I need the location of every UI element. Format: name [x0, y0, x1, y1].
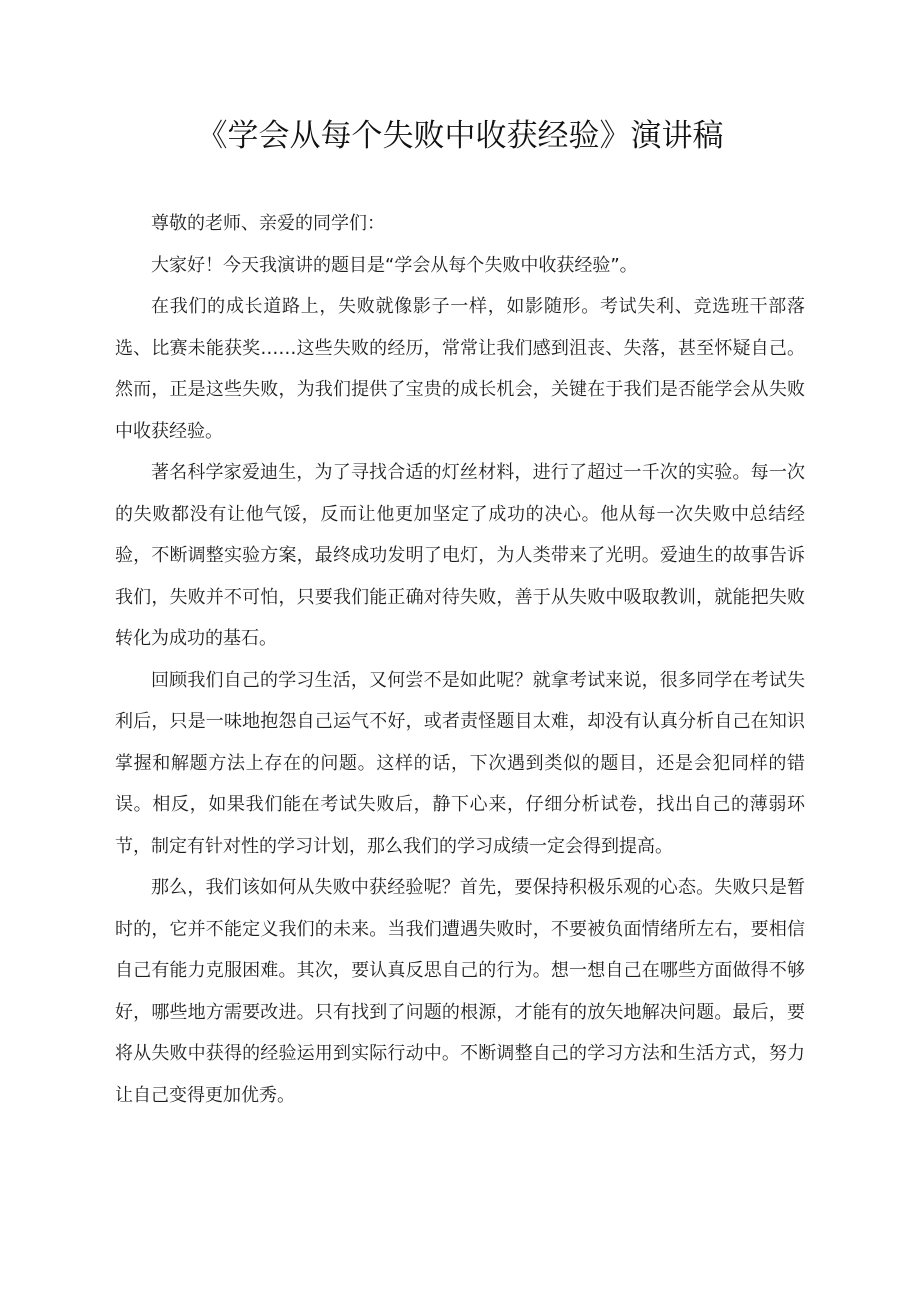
paragraph-exams: 回顾我们自己的学习生活，又何尝不是如此呢？就拿考试来说，很多同学在考试失利后，只是一味地抱怨自己运气不好，或者责怪题目太难，却没有认真分析自己在知识掌握和解题方法上存在的问题。这样的话，下次遇到类似的题目，还是会犯同样的错误。相反，如果我们能在考试失败后，静下心来，仔细分析试卷，找出自己的薄弱环节，制定有针对性的学习计划，那么我们的学习成绩一定会得到提高。 — [115, 669, 805, 857]
document-title: 《学会从每个失败中收获经验》演讲稿 — [196, 118, 724, 154]
paragraph-methods: 那么，我们该如何从失败中获经验呢？首先，要保持积极乐观的心态。失败只是暂时的，它并不能定义我们的未来。当我们遭遇失败时，不要被负面情绪所左右，要相信自己有能力克服困难。其次，要认真反思自己的行为。想一想自己在哪些方面做得不够好，哪些地方需要改进。只有找到了问题的根源，才能有的放矢地解决问题。最后，要将从失败中获得的经验运用到实际行动中。不断调整自己的学习方法和生活方式，努力让自己变得更加优秀。 — [115, 877, 805, 1106]
paragraph-intro: 大家好！今天我演讲的题目是“学会从每个失败中收获经验”。 — [151, 254, 638, 276]
paragraph-edison: 著名科学家爱迪生，为了寻找合适的灯丝材料，进行了超过一千次的实验。每一次的失败都没有让他气馁，反而让他更加坚定了成功的决心。他从每一次失败中总结经验，不断调整实验方案，最终成功发明了电灯，为人类带来了光明。爱迪生的故事告诉我们，失败并不可怕，只要我们能正确对待失败，善于从失败中吸取教训，就能把失败转化为成功的基石。 — [115, 462, 805, 649]
paragraph-greeting: 尊敬的老师、亲爱的同学们： — [151, 213, 385, 234]
paragraph-growth: 在我们的成长道路上，失败就像影子一样，如影随形。考试失利、竞选班干部落选、比赛未能获奖……这些失败的经历，常常让我们感到沮丧、失落，甚至怀疑自己。然而，正是这些失败，为我们提供了宝贵的成长机会，关键在于我们是否能学会从失败中收获经验。 — [115, 296, 805, 442]
document-body — [115, 203, 805, 1116]
